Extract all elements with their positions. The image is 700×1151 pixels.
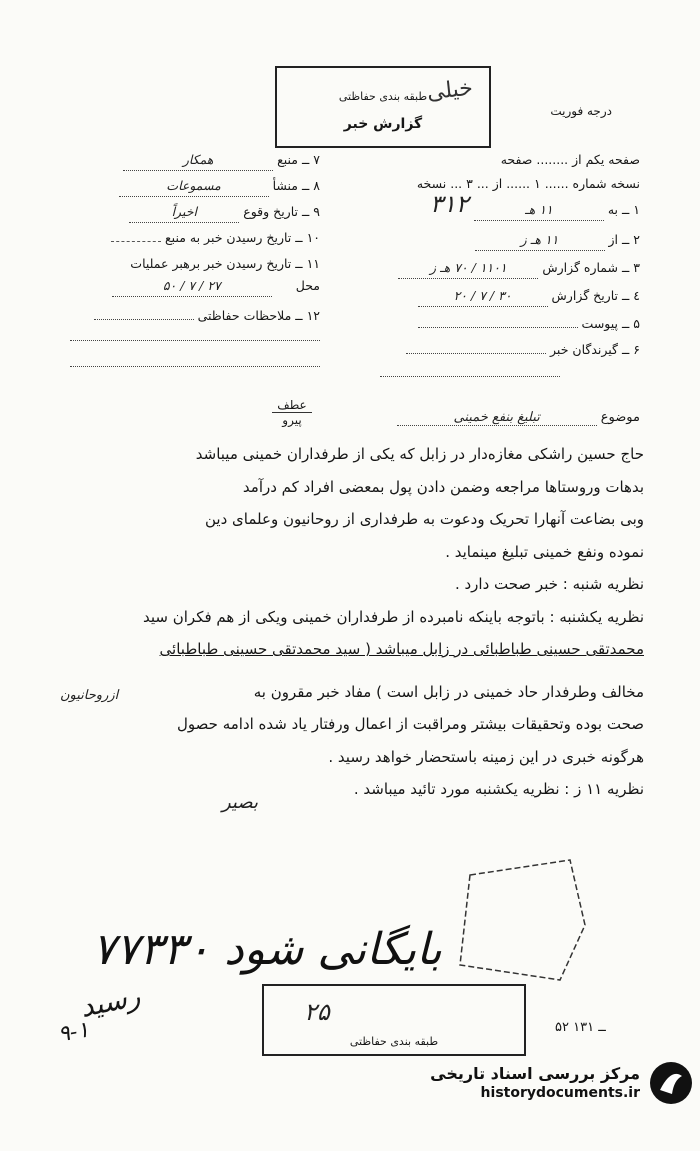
signature: رسید [77,979,143,1024]
reference [272,398,312,427]
field-1 [340,200,640,220]
body-line: نظریه شنبه : خبر صحت دارد . [454,575,644,593]
field-5-label: ۵ ــ پیوست [581,316,640,331]
header-stamp-box [275,66,491,148]
watermark-title: مرکز بررسی اسناد تاریخی [430,1064,640,1083]
body-line: مخالف وطرفدار حاد خمینی در زابل است ) مفاد خبر مقرون به [253,682,644,701]
classification-label: طبقه بندی حفاظتی [338,90,428,103]
bottom-classification-label: طبقه بندی حفاظتی [349,1035,439,1048]
body-line: نظریه یکشنبه : باتوجه باینکه نامبرده از طرفداران خمینی ویکی از هم فکران سید [143,607,644,626]
field-7 [70,150,320,170]
subject [340,410,640,426]
archive-logo-icon [648,1060,694,1106]
bottom-stamp-handwriting: ۲۵ [304,998,330,1026]
field-6-extra-line [380,376,560,377]
field-10-label: ۱۰ ــ تاریخ رسیدن خبر به منبع [165,230,320,245]
field-4-value: ۳۰ / ۷ / ۲۰ [418,286,548,307]
field-10 [70,228,320,248]
report-body [60,438,644,806]
field-2 [340,230,640,250]
archive-note: ۷۷۳۳۰ بایگانی شود [92,924,442,975]
margin-note-basir: بصیر [222,792,258,813]
field-10-line [111,241,161,242]
top-stamp-handwriting: خیلی [425,75,475,106]
body-line: حاج حسین راشکی مغازه‌دار در زابل که یکی از طرفداران خمینی میباشد [195,445,644,463]
watermark-url: historydocuments.ir [480,1085,640,1101]
field-5-line [418,327,578,328]
form-code: ۵۲ ــ ۱۳۱ [555,1020,606,1035]
field-3-value: ۱۱۰۱ / ۷۰ هـ ز [398,258,538,279]
body-line: نظریه ۱۱ ز : نظریه یکشنبه مورد تائید میباشد . [353,780,644,798]
field-12 [70,306,320,326]
field-9 [70,202,320,222]
field-9-value: اخیراً [129,202,239,223]
place-label: محل [295,278,320,293]
field-9-label: ۹ ــ تاریخ وقوع [243,204,320,219]
body-line: هرگونه خبری در این زمینه باستحضار خواهد رسید . [328,747,644,766]
diagonal-stamp [440,855,590,985]
body-line: نموده ونفع خمینی تبلیغ مینماید . [445,542,644,561]
field-11-row2 [70,276,320,296]
field-1-handwriting: ۳۱۲ [430,190,469,218]
field-8-value: مسموعات [119,176,269,197]
field-8-label: ۸ ــ منشأ [272,178,320,193]
peyro-label: پیرو [282,413,302,427]
subject-label: موضوع [600,410,640,425]
bottom-stamp-box [262,984,526,1056]
body-line: صحت بوده وتحقیقات بیشتر ومراقبت از اعمال ورفتار یاد شده ادامه حصول [177,715,644,733]
field-11: ۱۱ ــ تاریخ رسیدن خبر برهبر عملیات [130,256,320,271]
field-6-label: ۶ ــ گیرندگان خبر [550,342,640,357]
field-6 [340,340,640,360]
field-12-line [94,319,194,320]
copy-field: نسخه شماره ...... ۱ ...... از ... ۳ ... نسخه [416,176,640,191]
priority-label: درجه فوریت [550,104,612,118]
atf-label: عطف [272,398,312,413]
field-6-line [406,353,546,354]
watermark [430,1064,640,1101]
date-note: ۹-۱ [56,1017,92,1048]
field-12-line-3 [70,366,320,367]
field-12-label: ۱۲ ــ ملاحظات حفاظتی [197,308,320,323]
field-7-label: ۷ ــ منبع [277,152,320,167]
field-3 [340,258,640,278]
field-1-label: ۱ ــ به [607,202,640,217]
field-7-value: همکار [123,150,273,171]
field-1-value: ۱۱ هـ [474,200,604,221]
field-11-value: ۲۷ / ۷ / ۵۰ [112,276,272,297]
form-title: گزارش خبر [343,116,423,132]
field-2-label: ۲ ــ از [608,232,640,247]
subject-value: تبلیغ بنفع خمینی [397,410,597,426]
page-field: صفحه یکم از ........ صفحه [500,152,640,167]
field-3-label: ۳ ــ شماره گزارش [542,260,640,275]
body-line: بدهات وروستاها مراجعه وضمن دادن پول بمعضی افراد کم درآمد [242,477,644,496]
margin-note-roohaniyun: ازروحانیون [60,688,119,703]
field-12-line-2 [70,340,320,341]
field-5 [340,314,640,334]
field-4 [340,286,640,306]
field-4-label: ٤ ــ تاریخ گزارش [551,288,640,303]
field-8 [70,176,320,196]
body-line: محمدتقی حسینی طباطبائی در زابل میباشد ( سید محمدتقی حسینی طباطبائی [159,640,644,658]
field-2-value: ۱۱ هـ ز [475,230,605,251]
body-line: وبی بضاعت آنهارا تحریک ودعوت به طرفداری از روحانیون وعلمای دین [205,510,644,528]
